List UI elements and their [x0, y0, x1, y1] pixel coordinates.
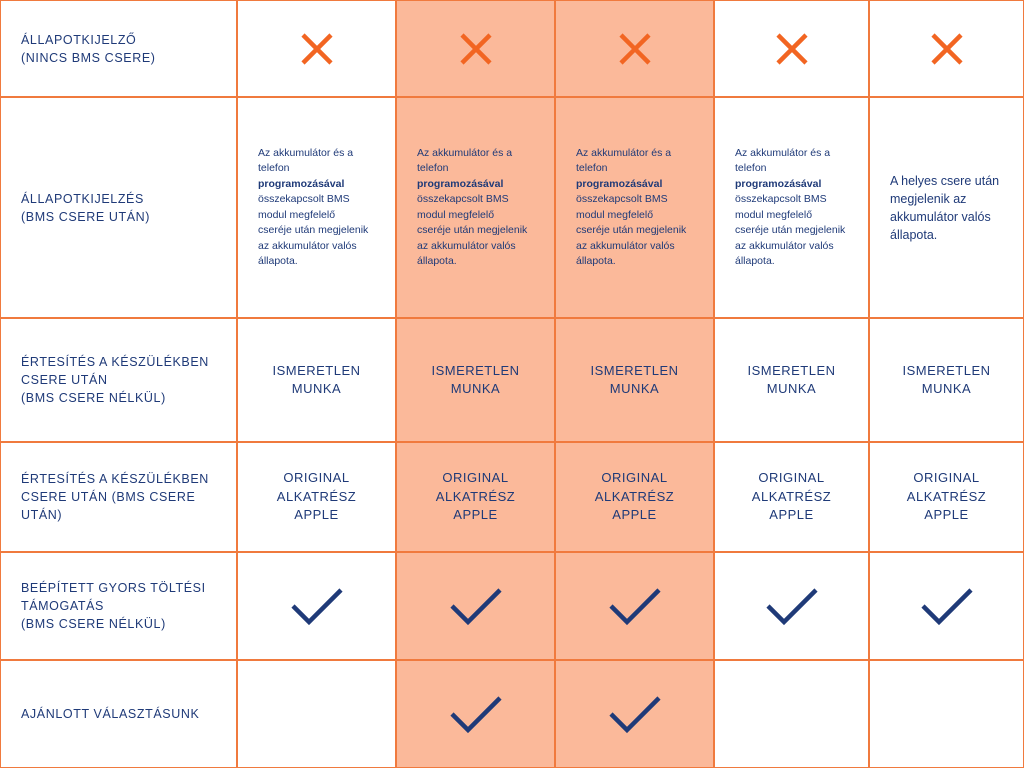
notice-bms-value: ORIGINAL ALKATRÉSZ APPLE — [751, 470, 832, 523]
status-after-bms-row-option-1-cell — [237, 97, 396, 318]
notice-no-bms-row-option-4-cell — [714, 318, 869, 442]
notice-no-bms-row-option-5-cell — [869, 318, 1024, 442]
check-icon — [291, 586, 343, 626]
cross-icon — [775, 32, 809, 66]
status-display-row-label-cell — [0, 0, 237, 97]
check-icon — [609, 694, 661, 734]
recommended-row-label-cell — [0, 660, 237, 768]
notice-bms-row-label-cell — [0, 442, 237, 552]
status-display-row-option-4-cell — [714, 0, 869, 97]
description-start: Az akkumulátor és a telefon — [576, 146, 672, 174]
status-after-bms-row-option-3-cell — [555, 97, 714, 318]
row-label: ÁLLAPOTKIJELZÉS (BMS CSERE UTÁN) — [21, 191, 151, 224]
notice-no-bms-value: ISMERETLEN MUNKA — [590, 362, 679, 396]
status-description — [735, 146, 847, 270]
notice-bms-value: ORIGINAL ALKATRÉSZ APPLE — [594, 470, 675, 523]
notice-bms-value: ORIGINAL ALKATRÉSZ APPLE — [276, 470, 357, 523]
recommended-row-option-1-cell — [237, 660, 396, 768]
notice-no-bms-value: ISMERETLEN MUNKA — [747, 362, 836, 396]
row-label: AJÁNLOTT VÁLASZTÁSUNK — [21, 707, 200, 721]
cross-icon — [300, 32, 334, 66]
status-after-bms-row-option-4-cell — [714, 97, 869, 318]
row-label: BEÉPÍTETT GYORS TÖLTÉSI TÁMOGATÁS (BMS CSERE NÉLKÜL) — [21, 581, 206, 631]
notice-no-bms-row-label-cell — [0, 318, 237, 442]
notice-bms-row-option-5-cell — [869, 442, 1024, 552]
notice-no-bms-row-option-3-cell — [555, 318, 714, 442]
notice-no-bms-row-option-1-cell — [237, 318, 396, 442]
check-icon — [450, 694, 502, 734]
description-emphasis: programozásával — [576, 177, 663, 190]
check-icon — [921, 586, 973, 626]
description-emphasis: programozásával — [417, 177, 504, 190]
row-label: ÁLLAPOTKIJELZŐ (NINCS BMS CSERE) — [21, 32, 156, 65]
description-start: Az akkumulátor és a telefon — [417, 146, 513, 174]
status-description — [417, 146, 529, 270]
description-start: Az akkumulátor és a telefon — [258, 146, 354, 174]
cross-icon — [459, 32, 493, 66]
row-label: ÉRTESÍTÉS A KÉSZÜLÉKBEN CSERE UTÁN (BMS CSERE NÉLKÜL) — [21, 355, 209, 405]
fast-charge-row-option-2-cell — [396, 552, 555, 660]
status-display-row-option-2-cell — [396, 0, 555, 97]
description-start: Az akkumulátor és a telefon — [735, 146, 831, 174]
notice-bms-row-option-1-cell — [237, 442, 396, 552]
check-icon — [450, 586, 502, 626]
fast-charge-row-option-1-cell — [237, 552, 396, 660]
description-end: összekapcsolt BMS modul megfelelő cseréje után megjelenik az akkumulátor valós állapota. — [258, 193, 369, 267]
fast-charge-row-option-3-cell — [555, 552, 714, 660]
status-after-bms-row-label-cell — [0, 97, 237, 318]
description-end: összekapcsolt BMS modul megfelelő cseréje után megjelenik az akkumulátor valós állapota. — [417, 193, 528, 267]
fast-charge-row-option-5-cell — [869, 552, 1024, 660]
recommended-row-option-2-cell — [396, 660, 555, 768]
check-icon — [609, 586, 661, 626]
notice-no-bms-value: ISMERETLEN MUNKA — [272, 362, 361, 396]
description-emphasis: programozásával — [735, 177, 822, 190]
status-display-row-option-1-cell — [237, 0, 396, 97]
notice-no-bms-row-option-2-cell — [396, 318, 555, 442]
notice-no-bms-value: ISMERETLEN MUNKA — [431, 362, 520, 396]
notice-bms-row-option-3-cell — [555, 442, 714, 552]
notice-bms-value: ORIGINAL ALKATRÉSZ APPLE — [906, 470, 987, 523]
recommended-row-option-4-cell — [714, 660, 869, 768]
cross-icon — [930, 32, 964, 66]
status-after-bms-row-option-2-cell — [396, 97, 555, 318]
recommended-row-option-3-cell — [555, 660, 714, 768]
status-after-bms-row-option-5-cell — [869, 97, 1024, 318]
notice-no-bms-value: ISMERETLEN MUNKA — [902, 362, 991, 396]
notice-bms-value: ORIGINAL ALKATRÉSZ APPLE — [435, 470, 516, 523]
fast-charge-row-label-cell — [0, 552, 237, 660]
description-end: összekapcsolt BMS modul megfelelő cseréje után megjelenik az akkumulátor valós állapota. — [735, 193, 846, 267]
status-display-row-option-5-cell — [869, 0, 1024, 97]
check-icon — [766, 586, 818, 626]
status-description — [258, 146, 370, 270]
row-label: ÉRTESÍTÉS A KÉSZÜLÉKBEN CSERE UTÁN (BMS CSERE UTÁN) — [21, 472, 209, 522]
notice-bms-row-option-2-cell — [396, 442, 555, 552]
cross-icon — [618, 32, 652, 66]
fast-charge-row-option-4-cell — [714, 552, 869, 660]
recommended-row-option-5-cell — [869, 660, 1024, 768]
description-emphasis: programozásával — [258, 177, 345, 190]
description-end: összekapcsolt BMS modul megfelelő cseréje után megjelenik az akkumulátor valós állapota. — [576, 193, 687, 267]
notice-bms-row-option-4-cell — [714, 442, 869, 552]
status-description: A helyes csere után megjelenik az akkumulátor valós állapota. — [890, 173, 1000, 242]
status-description — [576, 146, 688, 270]
status-display-row-option-3-cell — [555, 0, 714, 97]
